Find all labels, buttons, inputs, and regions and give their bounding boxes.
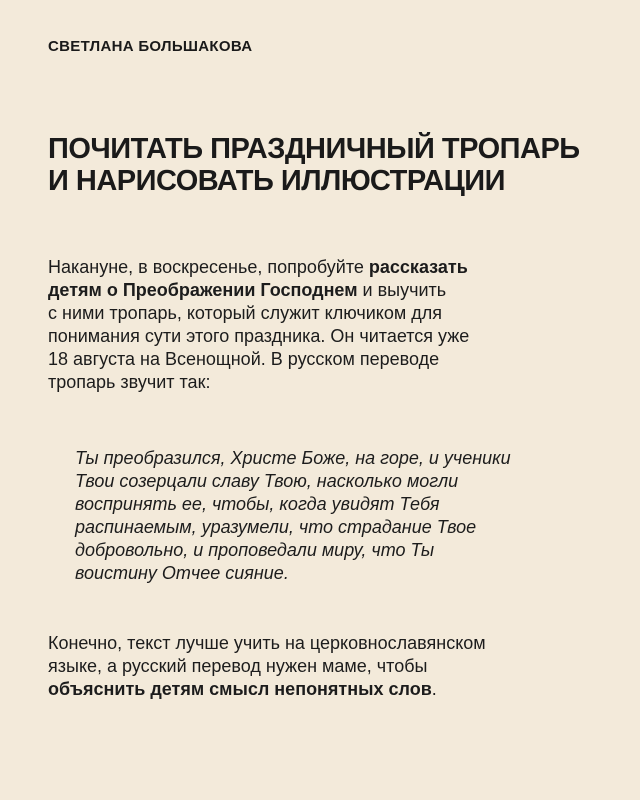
- title-line-1: ПОЧИТАТЬ ПРАЗДНИЧНЫЙ ТРОПАРЬ: [48, 133, 580, 165]
- intro-line-3: с ними тропарь, который служит ключиком для: [48, 303, 442, 323]
- title-line-2: И НАРИСОВАТЬ ИЛЛЮСТРАЦИИ: [48, 165, 505, 197]
- troparion-line-1: Ты преобразился, Христе Боже, на горе, и ученики: [75, 448, 511, 468]
- intro-bold-text: детям о Преображении Господнем: [48, 280, 358, 300]
- intro-text: и выучить: [357, 280, 447, 300]
- troparion-line-5: добровольно, и проповедали миру, что Ты: [75, 540, 435, 560]
- intro-line-4: понимания сути этого праздника. Он читается уже: [48, 326, 470, 346]
- outro-line-2: языке, а русский перевод нужен маме, чтобы: [48, 656, 428, 676]
- troparion-line-6: воистину Отчее сияние.: [75, 563, 289, 583]
- intro-bold-text: рассказать: [368, 257, 468, 277]
- intro-line-5: 18 августа на Всенощной. В русском переводе: [48, 349, 440, 369]
- intro-line-1: [48, 256, 469, 279]
- outro-bold-text: объяснить детям смысл непонятных слов: [48, 679, 432, 699]
- intro-line-6: тропарь звучит так:: [48, 372, 211, 392]
- outro-paragraph: [48, 632, 486, 701]
- intro-paragraph: [48, 256, 469, 394]
- outro-line-1: Конечно, текст лучше учить на церковнославянском: [48, 633, 486, 653]
- intro-line-2: [48, 279, 469, 302]
- intro-text: Накануне, в воскресенье, попробуйте: [48, 257, 369, 277]
- author-name: СВЕТЛАНА БОЛЬШАКОВА: [48, 38, 253, 55]
- outro-line-3: [48, 678, 486, 701]
- troparion-quote: [75, 447, 511, 585]
- troparion-line-3: воспринять ее, чтобы, когда увидят Тебя: [75, 494, 440, 514]
- outro-text: .: [431, 679, 437, 699]
- troparion-line-4: распинаемым, уразумели, что страдание Твое: [75, 517, 477, 537]
- article-title: [48, 133, 580, 197]
- troparion-line-2: Твои созерцали славу Твою, насколько могли: [75, 471, 459, 491]
